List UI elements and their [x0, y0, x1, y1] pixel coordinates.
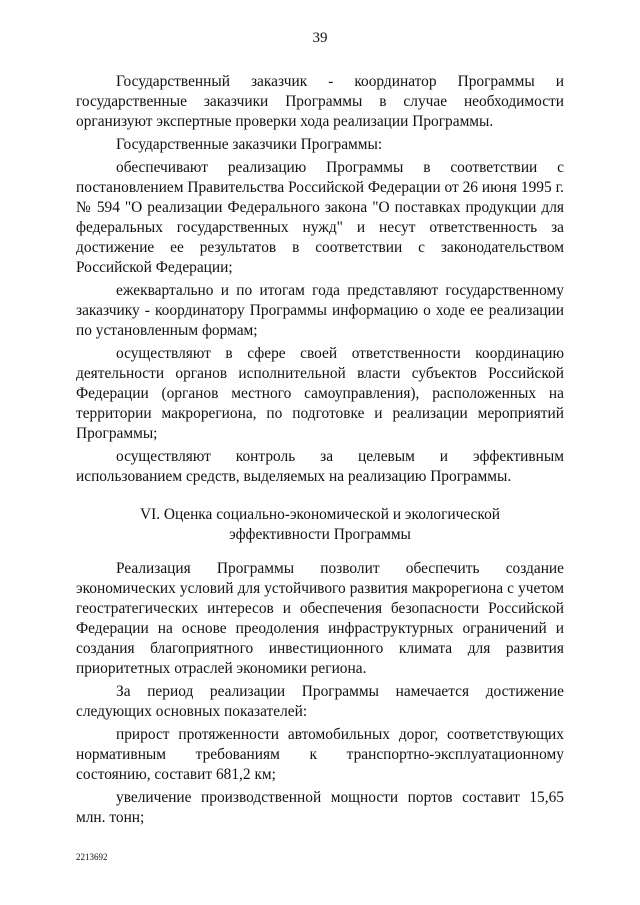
- paragraph: осуществляют в сфере своей ответственности координацию деятельности органов исполнительной власти субъектов Российской Федерации (органов местного самоуправления), расположенных на территории макрорегиона, по подготовке и реализации мероприятий Программы;: [76, 345, 564, 442]
- section-heading-line: VI. Оценка социально-экономической и экологической: [139, 506, 501, 523]
- paragraph: Государственный заказчик - координатор Программы и государственные заказчики Программы в случае необходимости организуют экспертные проверки хода реализации Программы.: [76, 73, 564, 130]
- document-body: [76, 72, 564, 831]
- paragraph: За период реализации Программы намечается достижение следующих основных показателей:: [76, 683, 564, 720]
- paragraph: прирост протяженности автомобильных дорог, соответствующих нормативным требованиям к транспортно-эксплуатационному состоянию, составит 681,2 км;: [76, 726, 564, 783]
- page-number: 39: [312, 30, 328, 46]
- paragraph: обеспечивают реализацию Программы в соответствии с постановлением Правительства Российской Федерации от 26 июня 1995 г. № 594 "О реализации Федерального закона "О поставках продукции для федеральных государственных нужд" и несут ответственность за достижение ее результатов в соответствии с законодательством Российской Федерации;: [76, 159, 564, 276]
- section-heading-line: эффективности Программы: [229, 526, 411, 543]
- paragraph: Государственные заказчики Программы:: [116, 136, 383, 153]
- paragraph: ежеквартально и по итогам года представляют государственному заказчику - координатору Программы информацию о ходе ее реализации по установленным формам;: [76, 282, 564, 339]
- section-heading: [76, 505, 564, 545]
- paragraph: Реализация Программы позволит обеспечить создание экономических условий для устойчивого развития макрорегиона с учетом геостратегических интересов и обеспечения безопасности Российской Федерации на основе преодоления инфраструктурных ограничений и создания благоприятного инвестиционного климата для развития приоритетных отраслей экономики региона.: [76, 560, 564, 677]
- paragraph: осуществляют контроль за целевым и эффективным использованием средств, выделяемых на реализацию Программы.: [76, 448, 564, 485]
- document-code: 2213692: [76, 852, 108, 862]
- paragraph: увеличение производственной мощности портов составит 15,65 млн. тонн;: [76, 789, 564, 826]
